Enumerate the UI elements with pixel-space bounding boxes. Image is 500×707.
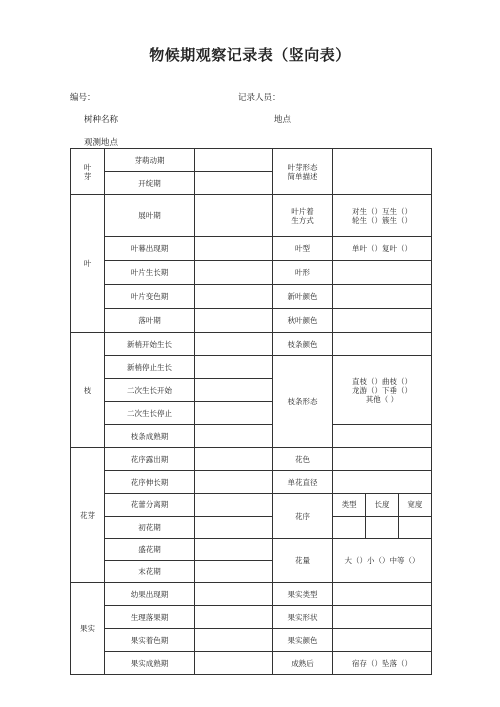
stage-label: 芽萌动期 [105, 149, 195, 172]
bud-form-label [273, 149, 333, 195]
number-label: 编号： [70, 93, 96, 103]
bud-form-label-line-2: 简单描述 [287, 171, 318, 181]
group-leaf: 叶 [71, 195, 105, 333]
branch-shape-options [333, 356, 432, 425]
fruit-after-ripe-options: 宿存（）坠落（） [333, 652, 432, 675]
fruit-color-value-cell[interactable] [333, 629, 432, 652]
leaf-arrangement-options [333, 195, 432, 237]
stage-date-cell[interactable] [195, 261, 273, 285]
leaf-shape-label: 叶形 [273, 261, 333, 285]
leaf-arrangement-label-line-1: 叶片着 [291, 206, 314, 216]
stage-date-cell[interactable] [195, 583, 273, 606]
new-leaf-color-value-cell[interactable] [333, 285, 432, 309]
new-leaf-color-label: 新叶颜色 [273, 285, 333, 309]
leaf-type-options: 单叶（）复叶（） [333, 237, 432, 261]
stage-label: 展叶期 [105, 195, 195, 237]
branch-shape-label: 枝条形态 [273, 356, 333, 448]
group-fruit: 果实 [71, 583, 105, 675]
inflorescence-col-width: 宽度 [398, 494, 431, 516]
flower-color-label: 花色 [273, 448, 333, 471]
stage-label: 新梢开始生长 [105, 333, 195, 356]
observation-site-label: 观测地点 [84, 138, 119, 148]
recorder-label: 记录人员： [238, 93, 281, 103]
stage-label: 初花期 [105, 516, 195, 539]
branch-color-value-cell[interactable] [333, 333, 432, 356]
stage-date-cell[interactable] [195, 561, 273, 583]
group-bud-char-1: 叶 [83, 162, 92, 172]
group-bud [71, 149, 105, 195]
inflorescence-type-value-cell[interactable] [333, 516, 366, 538]
branch-shape-option-line-3: 其他（ ） [365, 394, 399, 404]
stage-date-cell[interactable] [195, 448, 273, 471]
flower-color-value-cell[interactable] [333, 448, 432, 471]
autumn-leaf-color-value-cell[interactable] [333, 309, 432, 333]
fruit-type-value-cell[interactable] [333, 583, 432, 606]
stage-label: 叶片生长期 [105, 261, 195, 285]
stage-date-cell[interactable] [195, 425, 273, 448]
leaf-arrangement-option-line-2: 轮生（）簇生（） [352, 215, 412, 225]
group-branch: 枝 [71, 333, 105, 448]
stage-label: 枝条成熟期 [105, 425, 195, 448]
inflorescence-col-length: 长度 [366, 494, 399, 516]
leaf-arrangement-label-line-2: 生方式 [291, 215, 314, 225]
bud-form-value-cell[interactable] [333, 149, 432, 195]
leaf-arrangement-label [273, 195, 333, 237]
species-label: 树种名称 [84, 115, 119, 125]
fruit-shape-label: 果实形状 [273, 606, 333, 629]
stage-date-cell[interactable] [195, 285, 273, 309]
stage-label: 二次生长停止 [105, 402, 195, 425]
inflorescence-col-type: 类型 [333, 494, 366, 516]
stage-label: 果实着色期 [105, 629, 195, 652]
stage-date-cell[interactable] [195, 149, 273, 172]
stage-label: 花序露出期 [105, 448, 195, 471]
stage-date-cell[interactable] [195, 172, 273, 195]
stage-date-cell[interactable] [195, 333, 273, 356]
stage-label: 叶片变色期 [105, 285, 195, 309]
leaf-shape-value-cell[interactable] [333, 261, 432, 285]
stage-label: 幼果出现期 [105, 583, 195, 606]
leaf-arrangement-option-line-1: 对生（）互生（） [352, 206, 412, 216]
stage-date-cell[interactable] [195, 652, 273, 675]
branch-shape-option-line-2: 龙游（）下垂（） [352, 385, 412, 395]
flower-quantity-options: 大（）小（）中等（） [333, 539, 432, 583]
stage-date-cell[interactable] [195, 539, 273, 561]
inflorescence-label: 花序 [273, 494, 333, 539]
branch-shape-option-line-1: 直枝（）曲枝（） [352, 376, 412, 386]
place-label: 地点 [274, 115, 292, 125]
stage-date-cell[interactable] [195, 379, 273, 402]
stage-label: 花蕾分离期 [105, 494, 195, 517]
stage-label: 盛花期 [105, 539, 195, 561]
stage-date-cell[interactable] [195, 195, 273, 237]
flower-diameter-label: 单花直径 [273, 471, 333, 494]
stage-label: 二次生长开始 [105, 379, 195, 402]
stage-label: 落叶期 [105, 309, 195, 333]
fruit-after-ripe-label: 成熟后 [273, 652, 333, 675]
inflorescence-width-value-cell[interactable] [398, 516, 431, 538]
stage-label: 叶幕出现期 [105, 237, 195, 261]
form-title: 物候期观察记录表（竖向表） [149, 46, 351, 64]
fruit-color-label: 果实颜色 [273, 629, 333, 652]
stage-date-cell[interactable] [195, 356, 273, 379]
group-flower: 花芽 [71, 448, 105, 583]
stage-label: 末花期 [105, 561, 195, 583]
stage-date-cell[interactable] [195, 629, 273, 652]
stage-date-cell[interactable] [195, 516, 273, 539]
stage-label: 果实成熟期 [105, 652, 195, 675]
inflorescence-subtable-cell [333, 494, 432, 539]
stage-label: 花序伸长期 [105, 471, 195, 494]
inflorescence-length-value-cell[interactable] [366, 516, 399, 538]
inflorescence-subtable [333, 494, 431, 538]
fruit-type-label: 果实类型 [273, 583, 333, 606]
stage-label: 新梢停止生长 [105, 356, 195, 379]
flower-diameter-value-cell[interactable] [333, 471, 432, 494]
leaf-type-label: 叶型 [273, 237, 333, 261]
stage-date-cell[interactable] [195, 309, 273, 333]
stage-label: 开绽期 [105, 172, 195, 195]
stage-label: 生理落果期 [105, 606, 195, 629]
stage-date-cell[interactable] [195, 402, 273, 425]
group-bud-char-2: 芽 [83, 171, 92, 181]
bud-form-label-line-1: 叶芽形态 [287, 162, 318, 172]
phenology-record-table [70, 148, 432, 675]
stage-date-cell[interactable] [195, 494, 273, 517]
stage-date-cell[interactable] [195, 606, 273, 629]
branch-color-label: 枝条颜色 [273, 333, 333, 356]
flower-quantity-label: 花量 [273, 539, 333, 583]
fruit-shape-value-cell[interactable] [333, 606, 432, 629]
stage-date-cell[interactable] [195, 237, 273, 261]
autumn-leaf-color-label: 秋叶颜色 [273, 309, 333, 333]
stage-date-cell[interactable] [195, 471, 273, 494]
branch-shape-extra-cell[interactable] [333, 425, 432, 448]
